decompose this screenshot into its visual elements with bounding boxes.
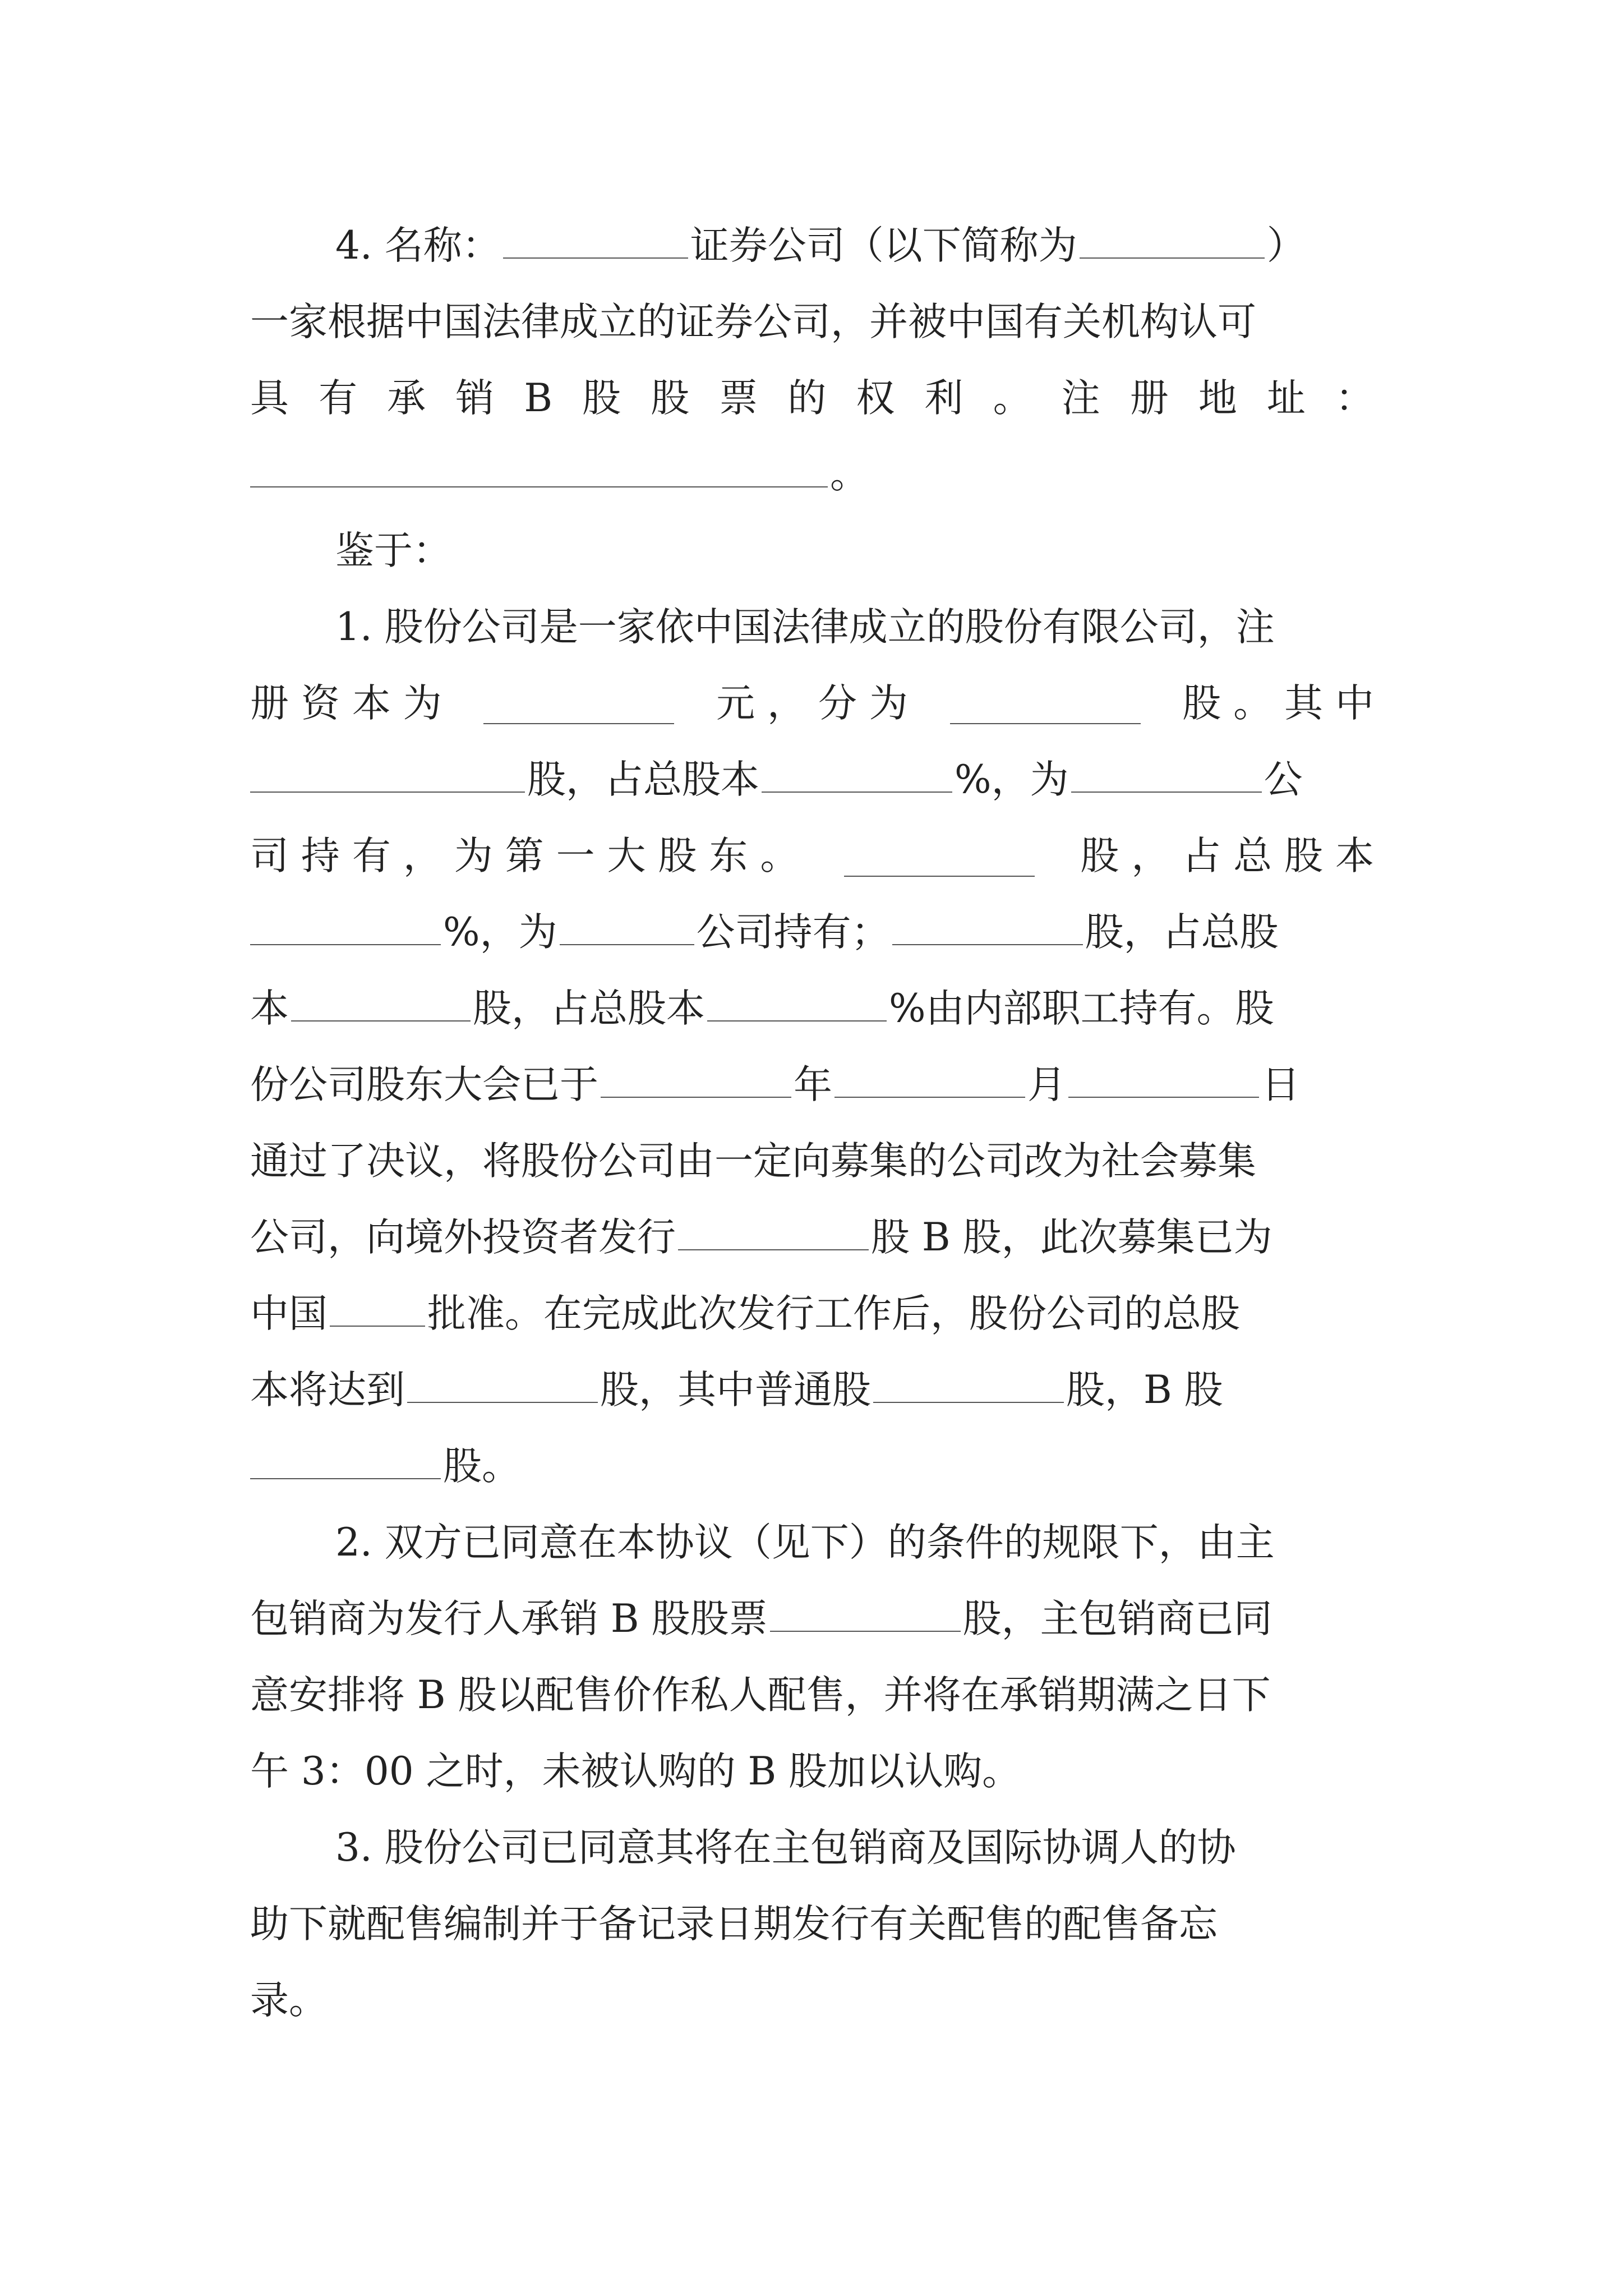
fill-in-blank: [250, 446, 828, 487]
text-segment: 册 资 本 为: [250, 681, 442, 726]
item1-line-10: [250, 1276, 1374, 1352]
text-segment: 本: [250, 986, 289, 1031]
text-segment: 公司持有；: [696, 910, 890, 955]
fill-in-blank: [950, 683, 1141, 724]
document-body: [250, 208, 1374, 2039]
fill-in-blank: [762, 751, 952, 793]
item3-line-1: 3. 股份公司已同意其将在主包销商及国际协调人的协: [335, 1825, 1236, 1870]
para4-line-3: [250, 360, 1374, 436]
text-segment: 。: [830, 452, 869, 497]
item2-line-2: [250, 1581, 1374, 1657]
text-segment: %，为: [955, 757, 1069, 802]
item1-line-4: [250, 818, 1374, 894]
text-char: B: [524, 376, 553, 421]
text-char: 有: [319, 376, 358, 421]
fill-in-blank: [483, 683, 674, 724]
text-segment: 股 。 其 中: [1182, 681, 1374, 726]
item3-line-2: 助下就配售编制并于备记录日期发行有关配售的配售备忘: [250, 1902, 1218, 1947]
text-segment: 公: [1264, 757, 1303, 802]
text-segment: 本将达到: [250, 1368, 405, 1412]
text-segment: 股，占总股: [1085, 910, 1279, 955]
item1-line-5: [250, 894, 1374, 970]
text-char: 承: [387, 376, 426, 421]
text-segment: ）: [1266, 223, 1306, 268]
item1-line-7: [250, 1047, 1374, 1123]
text-segment: 日: [1261, 1062, 1300, 1107]
item1-line-12: [250, 1428, 1374, 1504]
text-char: 册: [1129, 376, 1169, 421]
fill-in-blank: [707, 980, 887, 1022]
text-segment: 股 ， 占 总 股 本: [1080, 834, 1374, 878]
text-char: ：: [1335, 376, 1374, 421]
text-char: 的: [787, 376, 827, 421]
item1-line-2: [250, 665, 1374, 742]
text-segment: %由内部职工持有。股: [889, 986, 1274, 1031]
item1-line-8: 通过了决议，将股份公司由一定向募集的公司改为社会募集: [250, 1139, 1256, 1184]
text-segment: %，为: [443, 910, 557, 955]
item1-line-11: [250, 1352, 1374, 1428]
fill-in-blank: [770, 1590, 961, 1632]
whereas-heading: 鉴于：: [335, 528, 451, 573]
fill-in-blank: [407, 1361, 598, 1403]
text-segment: 元 ， 分 为: [716, 681, 908, 726]
text-segment: 股，占总股本: [473, 986, 705, 1031]
text-segment: 证券公司（以下简称为: [690, 223, 1077, 268]
text-char: 权: [856, 376, 895, 421]
item1-line-1: 1. 股份公司是一家依中国法律成立的股份有限公司，注: [335, 605, 1275, 650]
text-segment: 股，其中普通股: [600, 1368, 871, 1412]
fill-in-blank: [291, 980, 471, 1022]
text-char: 具: [250, 376, 289, 421]
item2-line-1: 2. 双方已同意在本协议（见下）的条件的规限下，由主: [335, 1520, 1275, 1565]
item3-line-3: 录。: [250, 1978, 328, 2023]
item1-line-9: [250, 1199, 1374, 1276]
fill-in-blank: [330, 1285, 425, 1327]
text-segment: 司 持 有 ， 为 第 一 大 股 东 。: [250, 834, 799, 878]
fill-in-blank: [560, 904, 694, 945]
text-segment: 股，B 股: [1066, 1368, 1223, 1412]
fill-in-blank: [844, 835, 1035, 877]
text-char: 股: [582, 376, 621, 421]
fill-in-blank: [1071, 751, 1262, 793]
text-char: 票: [719, 376, 758, 421]
text-segment: 批准。在完成此次发行工作后，股份公司的总股: [427, 1291, 1240, 1336]
item1-line-3: [250, 742, 1374, 818]
para4-line-1: [250, 208, 1374, 284]
text-segment: 股，主包销商已同: [962, 1596, 1272, 1641]
fill-in-blank: [503, 217, 688, 259]
para4-line-2: 一家根据中国法律成立的证券公司，并被中国有关机构认可: [250, 300, 1256, 344]
para4-line-4: [250, 436, 1374, 513]
text-segment: 股，占总股本: [527, 757, 759, 802]
text-char: 注: [1061, 376, 1100, 421]
text-segment: 4. 名称：: [335, 223, 501, 268]
text-char: 股: [651, 376, 690, 421]
text-segment: 中国: [250, 1291, 328, 1336]
item2-line-3: 意安排将 B 股以配售价作私人配售，并将在承销期满之日下: [250, 1673, 1271, 1718]
fill-in-blank: [678, 1209, 869, 1250]
text-char: 。: [993, 376, 1032, 421]
text-segment: 公司，向境外投资者发行: [250, 1215, 676, 1260]
fill-in-blank: [250, 904, 441, 945]
fill-in-blank: [892, 904, 1083, 945]
text-segment: 包销商为发行人承销 B 股股票: [250, 1596, 768, 1641]
text-char: 址: [1266, 376, 1306, 421]
fill-in-blank: [250, 751, 525, 793]
fill-in-blank: [1080, 217, 1265, 259]
fill-in-blank: [873, 1361, 1064, 1403]
fill-in-blank: [601, 1056, 791, 1098]
fill-in-blank: [1068, 1056, 1259, 1098]
fill-in-blank: [834, 1056, 1025, 1098]
text-segment: 股 B 股，此次募集已为: [871, 1215, 1272, 1260]
text-char: 销: [455, 376, 495, 421]
text-char: 利: [924, 376, 963, 421]
text-char: 地: [1198, 376, 1237, 421]
fill-in-blank: [250, 1438, 441, 1479]
text-segment: 股。: [443, 1444, 520, 1489]
item2-line-4: 午 3：00 之时，未被认购的 B 股加以认购。: [250, 1749, 1021, 1794]
text-segment: 年: [794, 1062, 832, 1107]
text-segment: 份公司股东大会已于: [250, 1062, 598, 1107]
text-segment: 月: [1027, 1062, 1066, 1107]
item1-line-6: [250, 970, 1374, 1047]
